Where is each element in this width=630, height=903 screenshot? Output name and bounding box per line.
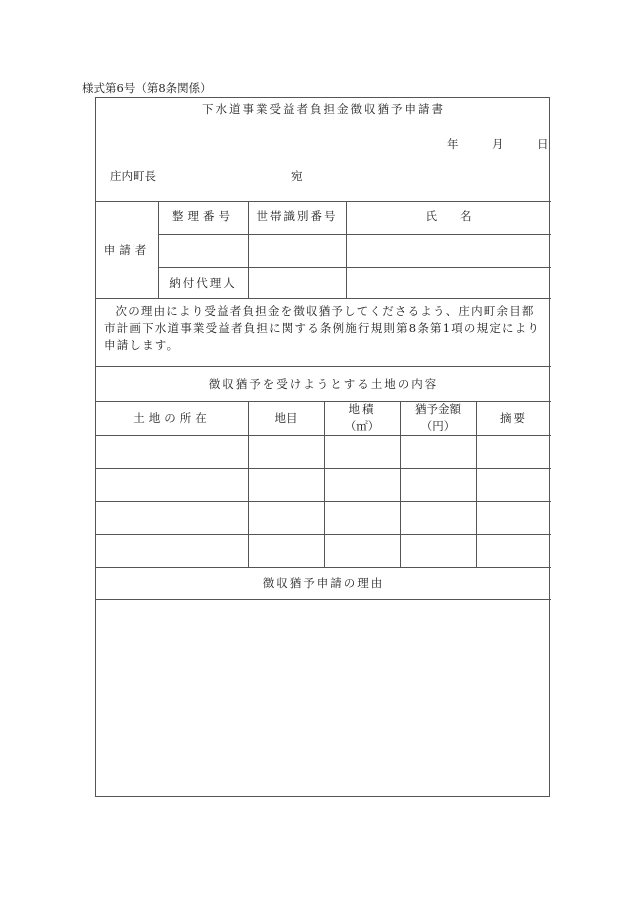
land-col-remarks: 摘要 (500, 411, 527, 425)
divider-applicant-1 (158, 234, 551, 235)
applicant-col-name: 氏 名 (425, 209, 472, 223)
addressee-name: 庄内町長 (110, 169, 156, 183)
applicant-label: 申請者 (103, 243, 151, 257)
date-month-label: 月 (492, 137, 504, 151)
date-year-label: 年 (447, 137, 459, 151)
agent-label: 納付代理人 (169, 276, 237, 290)
land-col-amount: 猶予金額 (415, 402, 461, 416)
divider-statement-end (96, 366, 551, 367)
land-col-category: 地目 (274, 411, 298, 425)
application-form (95, 97, 550, 797)
application-statement: 次の理由により受益者負担金を徴収猶予してくださるよう、庄内町余目都市計画下水道事業受益者負担に関する条例施行規則第8条第1項の規定により申請します。 (104, 304, 541, 352)
land-section-title: 徴収猶予を受けようとする土地の内容 (208, 377, 439, 391)
divider-applicant-end (96, 298, 551, 299)
divider-reason-title (96, 599, 551, 600)
applicant-col-id: 整理番号 (172, 209, 234, 223)
addressee-suffix: 宛 (291, 169, 303, 183)
land-col-location: 土地の所在 (133, 411, 211, 425)
land-col-area: 地積 (348, 402, 376, 416)
form-title: 下水道事業受益者負担金徴収猶予申請書 (202, 102, 445, 116)
reason-section-title: 徴収猶予申請の理由 (262, 576, 385, 590)
divider-header (96, 201, 551, 202)
form-number: 様式第6号（第8条関係） (82, 81, 212, 95)
land-col-area-unit: （㎡） (344, 419, 380, 433)
applicant-col-household: 世帯識別番号 (256, 209, 338, 223)
date-day-label: 日 (537, 137, 549, 151)
land-col-amount-unit: （円） (420, 419, 456, 433)
divider-applicant-2 (158, 267, 551, 268)
divider-land-end (96, 567, 551, 568)
